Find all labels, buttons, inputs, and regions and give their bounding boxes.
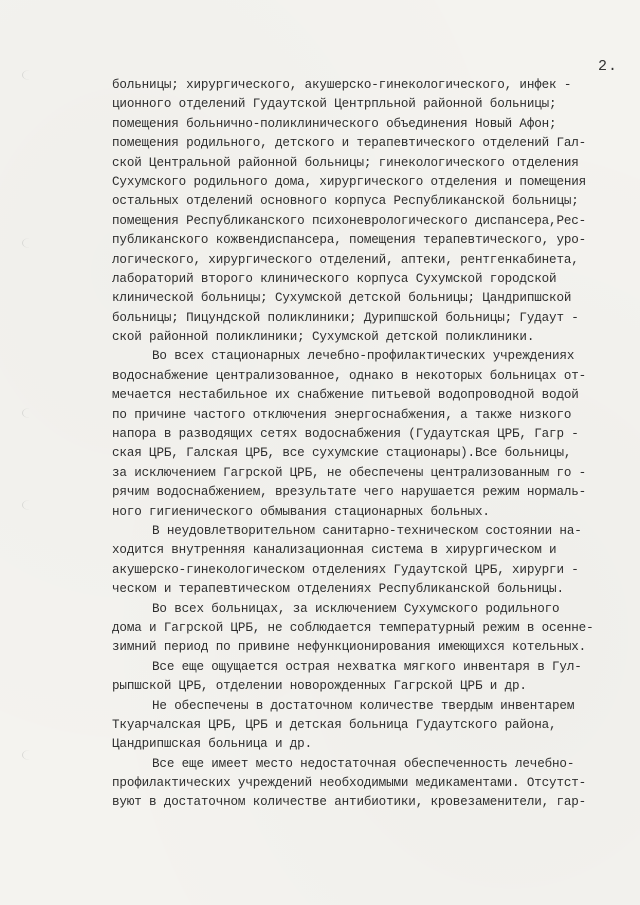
text-line: рыпшской ЦРБ, отделении новорожденных Гагрской ЦРБ и др. bbox=[112, 679, 527, 694]
paragraph-start-line: Во всех больницах, за исключением Сухумского родильного bbox=[152, 601, 560, 616]
text-line: Ткуарчалская ЦРБ, ЦРБ и детская больница Гудаутского района, bbox=[112, 717, 557, 732]
text-line: рячим водоснабжением, врезультате чего нарушается режим нормаль- bbox=[112, 485, 587, 500]
text-line: акушерско-гинекологическом отделениях Гудаутской ЦРБ, хирурги - bbox=[112, 562, 579, 577]
text-line: ческом и терапевтическом отделениях Республиканской больницы. bbox=[112, 582, 564, 597]
text-line: профилактических учреждений необходимыми медикаментами. Отсутст- bbox=[112, 776, 587, 791]
text-line: Цандрипшская больница и др. bbox=[112, 737, 313, 752]
text-line: помещения родильного, детского и терапевтического отделений Гал- bbox=[112, 136, 587, 151]
text-line: водоснабжение централизованное, однако в некоторых больницах от- bbox=[112, 368, 587, 383]
page-number: 2. bbox=[598, 58, 619, 75]
text-line: ская ЦРБ, Галская ЦРБ, все сухумские стационары).Все больницы, bbox=[112, 446, 572, 461]
text-line: остальных отделений основного корпуса Республиканской больницы; bbox=[112, 194, 579, 209]
punch-hole-mark bbox=[22, 500, 37, 510]
text-line: лабораторий второго клинического корпуса Сухумской городской bbox=[112, 271, 557, 286]
text-line: помещения больнично-поликлинического объединения Новый Афон; bbox=[112, 116, 557, 131]
text-line: дома и Гагрской ЦРБ, не соблюдается температурный режим в осенне- bbox=[112, 620, 594, 635]
text-line: публиканского кожвендиспансера, помещения терапевтического, уро- bbox=[112, 233, 587, 248]
text-line: ного гигиенического обмывания стационарных больных. bbox=[112, 504, 490, 519]
text-line: ходится внутренняя канализационная система в хирургическом и bbox=[112, 543, 557, 558]
text-line: клинической больницы; Сухумской детской больницы; Цандрипшской bbox=[112, 291, 572, 306]
body-text bbox=[112, 76, 632, 813]
paragraph-start-line: Все еще имеет место недостаточная обеспеченность лечебно- bbox=[152, 756, 575, 771]
punch-hole-mark bbox=[22, 408, 37, 418]
text-line: ской районной поликлиники; Сухумской детской поликлиники. bbox=[112, 330, 535, 345]
text-line: мечается нестабильное их снабжение питьевой водопроводной водой bbox=[112, 388, 579, 403]
text-line: Сухумского родильного дома, хирургического отделения и помещения bbox=[112, 174, 587, 189]
text-line: помещения Республиканского психоневрологического диспансера,Рес- bbox=[112, 213, 587, 228]
paragraph-start-line: Не обеспечены в достаточном количестве твердым инвентарем bbox=[152, 698, 575, 713]
punch-hole-mark bbox=[22, 70, 37, 80]
punch-hole-mark bbox=[22, 750, 37, 760]
text-line: за исключением Гагрской ЦРБ, не обеспечены централизованным го - bbox=[112, 465, 587, 480]
paragraph-start-line: Все еще ощущается острая нехватка мягкого инвентаря в Гул- bbox=[152, 659, 582, 674]
text-line: по причине частого отключения энергоснабжения, а также низкого bbox=[112, 407, 572, 422]
punch-hole-mark bbox=[22, 238, 37, 248]
paragraph-start-line: Во всех стационарных лечебно-профилактических учреждениях bbox=[152, 349, 575, 364]
text-line: вуют в достаточном количестве антибиотики, кровезаменители, гар- bbox=[112, 795, 587, 810]
text-line: напора в разводящих сетях водоснабжения (Гудаутская ЦРБ, Гагр - bbox=[112, 427, 579, 442]
text-line: больницы; хирургического, акушерско-гинекологического, инфек - bbox=[112, 78, 572, 92]
text-line: логического, хирургического отделений, аптеки, рентгенкабинета, bbox=[112, 252, 579, 267]
text-line: ционного отделений Гудаутской Центрпльной районной больницы; bbox=[112, 97, 557, 112]
text-line: ской Центральной районной больницы; гинекологического отделения bbox=[112, 155, 579, 170]
paragraph-start-line: В неудовлетворительном санитарно-техническом состоянии на- bbox=[152, 523, 582, 538]
text-line: зимний период по привине нефункционирования имеющихся котельных. bbox=[112, 640, 587, 655]
text-line: больницы; Пицундской поликлиники; Дурипшской больницы; Гудаут - bbox=[112, 310, 579, 325]
